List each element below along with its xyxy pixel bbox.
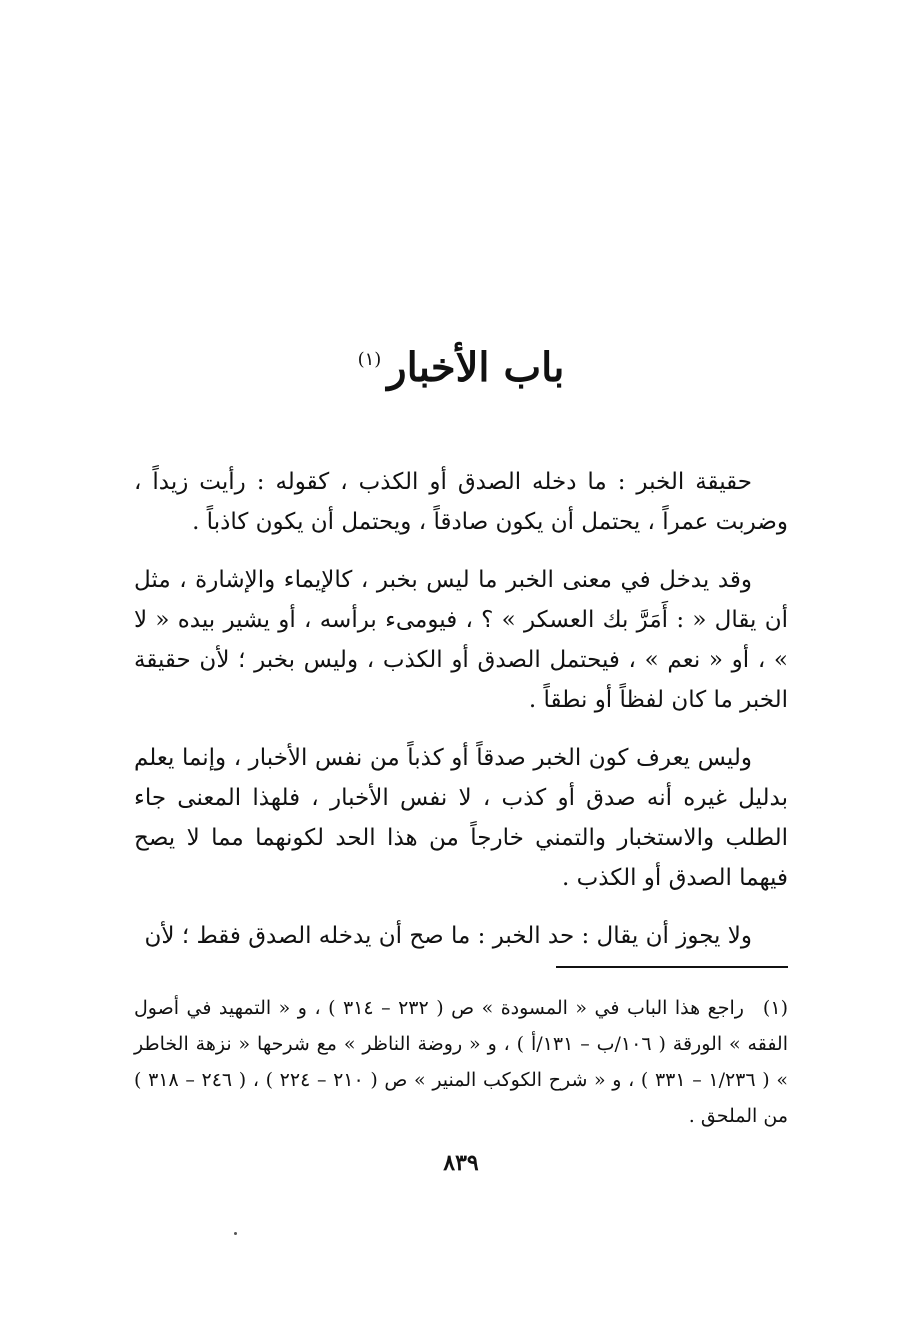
paragraph-1: حقيقة الخبر : ما دخله الصدق أو الكذب ، كقوله : رأيت زيداً ، وضربت عمراً ، يحتمل أن يكون صادقاً ، ويحتمل أن يكون كاذباً . xyxy=(134,469,788,535)
title-footnote-ref: (١) xyxy=(357,349,382,370)
scan-speck xyxy=(234,1232,237,1235)
page-number: ٨٣٩ xyxy=(443,1150,479,1176)
footnote-divider xyxy=(556,966,788,968)
chapter-heading xyxy=(0,330,922,398)
body-text xyxy=(134,462,788,974)
paragraph-3: وليس يعرف كون الخبر صدقاً أو كذباً من نفس الأخبار ، وإنما يعلم بدليل غيره أنه صدق أو كذب ، لا نفس الأخبار ، فلهذا المعنى جاء الطلب والاستخبار والتمني خارجاً من هذا الحد لكونهما مما لا يصح فيهما الصدق أو الكذب . xyxy=(134,745,788,891)
paragraph-2: وقد يدخل في معنى الخبر ما ليس بخبر ، كالإيماء والإشارة ، مثل أن يقال « : أَمَرَّ بك العسكر » ؟ ، فيومىء برأسه ، أو يشير بيده « لا » ، أو « نعم » ، فيحتمل الصدق أو الكذب ، وليس بخبر ؛ لأن حقيقة الخبر ما كان لفظاً أو نطقاً . xyxy=(134,567,788,713)
footnote-text: راجع هذا الباب في « المسودة » ص ( ٢٣٢ – ٣١٤ ) ، و « التمهيد في أصول الفقه » الورقة ( ١٠٦/ب – ١٣١/أ ) ، و « روضة الناظر » مع شرحها « نزهة الخاطر » ( ١/٢٣٦ – ٣٣١ ) ، و « شرح الكوكب المنير » ص ( ٢١٠ – ٢٢٤ ) ، ( ٢٤٦ – ٣١٨ ) من الملحق . xyxy=(134,997,789,1127)
footnote-marker: (١) xyxy=(762,997,788,1019)
chapter-title: باب الأخبار xyxy=(387,344,565,391)
paragraph-4: ولا يجوز أن يقال : حد الخبر : ما صح أن يدخله الصدق فقط ؛ لأن xyxy=(144,923,752,949)
footnotes xyxy=(134,990,788,1134)
